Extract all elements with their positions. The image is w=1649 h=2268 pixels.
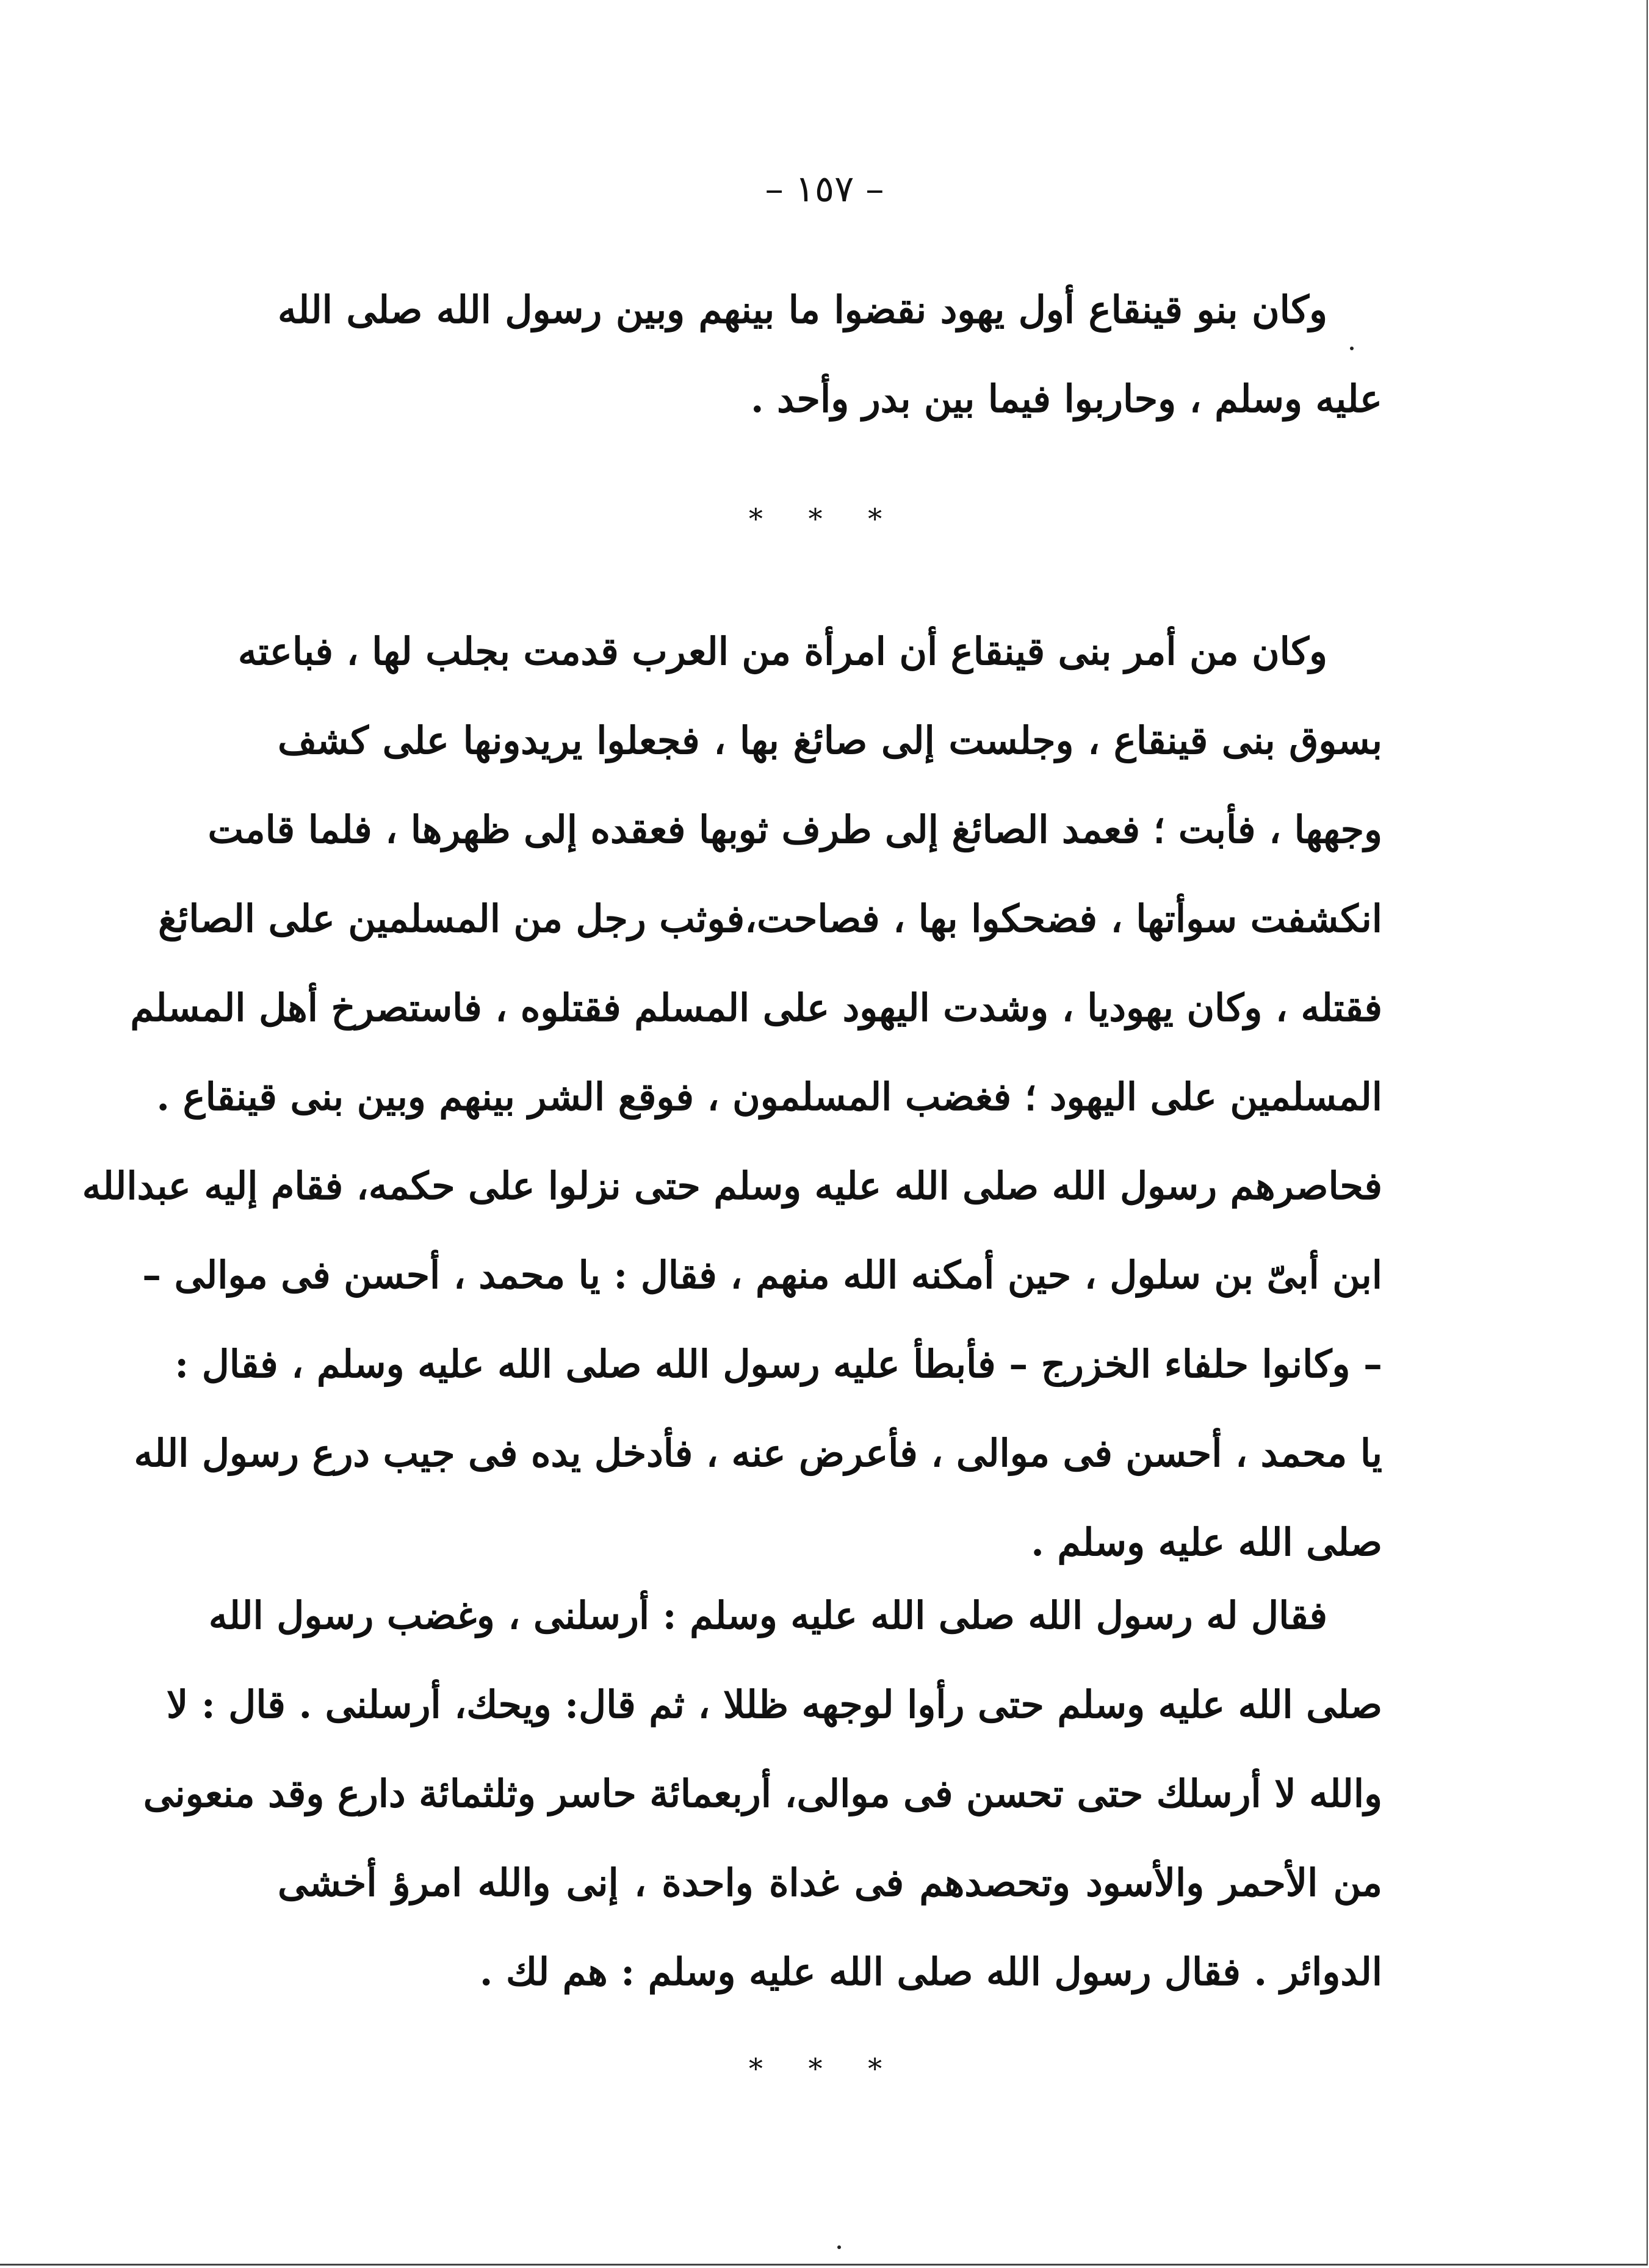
page-number: – ١٥٧ –	[765, 168, 884, 211]
text-line: صلى الله عليه وسلم .	[1031, 1520, 1382, 1564]
section-separator-bottom: * * *	[748, 2052, 901, 2085]
paragraph-3	[143, 1571, 1382, 2017]
text-line: فقتله ، وكان يهوديا ، وشدت اليهود على المسلم فقتلوه ، فاستصرخ أهل المسلم	[130, 985, 1382, 1030]
text-line: ابن أبىّ بن سلول ، حين أمكنه الله منهم ، فقال : يا محمد ، أحسن فى موالى –	[142, 1253, 1382, 1297]
text-line: انكشفت سوأتها ، فضحكوا بها ، فصاحت،فوثب رجل من المسلمين على الصائغ	[157, 896, 1382, 941]
paragraph-2	[82, 607, 1382, 1587]
section-separator: * * *	[748, 502, 901, 535]
text-line: وجهها ، فأبت ؛ فعمد الصائغ إلى طرف ثوبها فعقده إلى ظهرها ، فلما قامت	[207, 807, 1382, 852]
text-line: وكان من أمر بنى قينقاع أن امرأة من العرب قدمت بجلب لها ، فباعته	[237, 629, 1327, 674]
text-line: فقال له رسول الله صلى الله عليه وسلم : أرسلنى ، وغضب رسول الله	[208, 1593, 1327, 1638]
text-line: بسوق بنى قينقاع ، وجلست إلى صائغ بها ، فجعلوا يريدونها على كشف	[278, 718, 1382, 763]
text-line: الدوائر . فقال رسول الله صلى الله عليه وسلم : هم لك .	[479, 1949, 1382, 1994]
text-line: – وكانوا حلفاء الخزرج – فأبطأ عليه رسول الله صلى الله عليه وسلم ، فقال :	[175, 1342, 1382, 1386]
text-line: والله لا أرسلك حتى تحسن فى موالى، أربعمائة حاسر وثلثمائة دارع وقد منعونى	[143, 1771, 1382, 1816]
text-line: المسلمين على اليهود ؛ فغضب المسلمون ، فوقع الشر بينهم وبين بنى قينقاع .	[156, 1075, 1382, 1119]
text-line: من الأحمر والأسود وتحصدهم فى غداة واحدة ، إنى والله امرؤ أخشى	[278, 1860, 1382, 1905]
scan-speck	[837, 2245, 841, 2249]
text-line: فحاصرهم رسول الله صلى الله عليه وسلم حتى نزلوا على حكمه، فقام إليه عبدالله	[82, 1164, 1382, 1208]
text-line: وكان بنو قينقاع أول يهود نقضوا ما بينهم وبين رسول الله صلى الله	[278, 287, 1327, 332]
paragraph-1	[278, 265, 1382, 444]
scan-speck	[1350, 347, 1354, 350]
text-line: صلى الله عليه وسلم حتى رأوا لوجهه ظللا ، ثم قال: ويحك، أرسلنى . قال : لا	[166, 1682, 1382, 1727]
text-line: عليه وسلم ، وحاربوا فيما بين بدر وأحد .	[750, 376, 1382, 421]
text-line: يا محمد ، أحسن فى موالى ، فأعرض عنه ، فأدخل يده فى جيب درع رسول الله	[134, 1431, 1382, 1475]
